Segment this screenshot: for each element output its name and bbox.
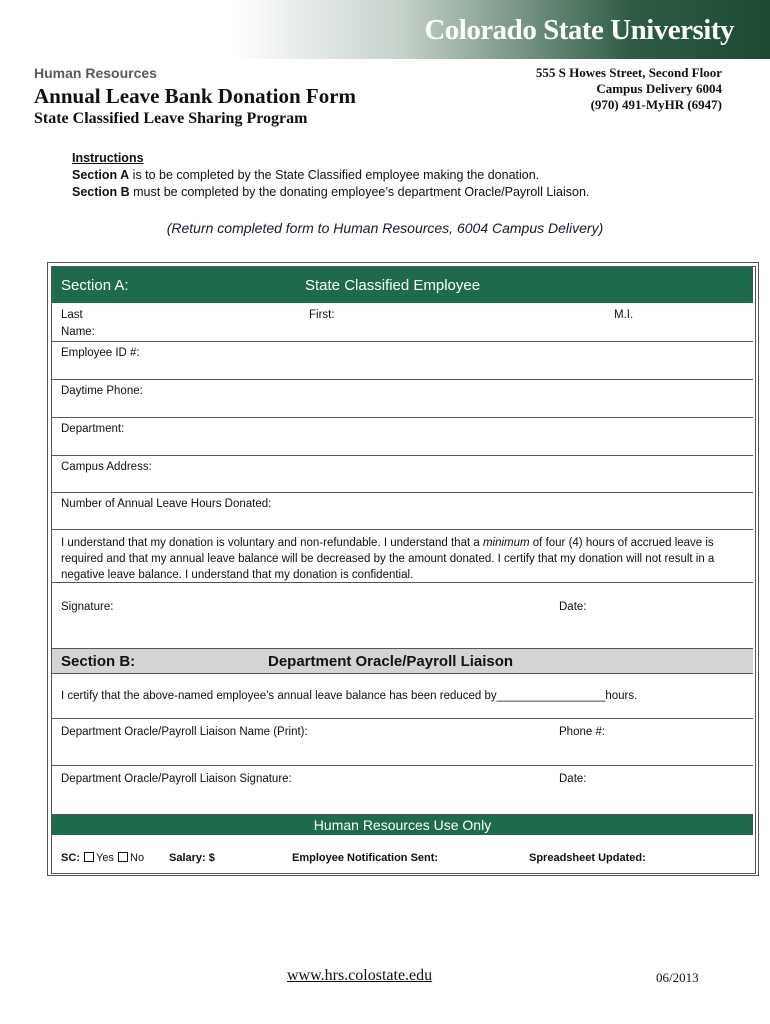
hours-donated-field[interactable] xyxy=(52,493,753,530)
sc-yes-checkbox[interactable] xyxy=(84,852,94,862)
instructions-section-b xyxy=(72,184,589,201)
certification-text xyxy=(61,535,741,583)
daytime-phone-label: Daytime Phone: xyxy=(61,385,143,397)
last-name-label-1: Last xyxy=(61,309,83,321)
employee-id-field[interactable] xyxy=(52,342,753,380)
liaison-signature-field[interactable] xyxy=(52,766,753,815)
sc-yes-label: Yes xyxy=(96,852,114,864)
hr-use-row xyxy=(52,836,753,871)
form-subtitle: State Classified Leave Sharing Program xyxy=(34,110,308,127)
hours-reduced-field[interactable] xyxy=(52,673,753,719)
footer-url-link[interactable]: www.hrs.colostate.edu xyxy=(287,967,433,984)
name-field-row[interactable] xyxy=(52,303,753,342)
hours-donated-label: Number of Annual Leave Hours Donated: xyxy=(61,498,272,510)
section-a-text: is to be completed by the State Classified employee making the donation. xyxy=(129,168,540,182)
section-a-title: State Classified Employee xyxy=(305,277,481,294)
sc-no-checkbox[interactable] xyxy=(118,852,128,862)
employee-id-label: Employee ID #: xyxy=(61,347,140,359)
hr-use-header: Human Resources Use Only xyxy=(52,815,753,835)
department-label: Human Resources xyxy=(34,65,157,81)
hours-reduced-label: I certify that the above-named employee's annual leave balance has been reduced by_________________hours. xyxy=(61,690,638,702)
certification-row xyxy=(52,530,753,583)
sc-label: SC: xyxy=(61,852,80,864)
section-a-ref: Section A xyxy=(72,168,130,182)
instructions xyxy=(72,150,589,201)
department-field[interactable] xyxy=(52,418,753,456)
address-block xyxy=(536,65,722,113)
header-banner xyxy=(0,0,770,59)
section-a-label: Section A: xyxy=(61,277,129,294)
liaison-phone-label: Phone #: xyxy=(559,726,606,738)
signature-label: Signature: xyxy=(61,601,114,613)
form-title: Annual Leave Bank Donation Form xyxy=(34,84,357,108)
liaison-name-field[interactable] xyxy=(52,719,753,766)
liaison-date-label: Date: xyxy=(559,773,587,785)
signature-date-label: Date: xyxy=(559,601,587,613)
signature-field-row[interactable] xyxy=(52,583,753,647)
return-note: (Return completed form to Human Resources, 6004 Campus Delivery) xyxy=(166,220,604,236)
sc-group xyxy=(61,852,144,864)
cert-minimum: minimum xyxy=(482,537,530,549)
section-a-header xyxy=(52,267,753,303)
campus-address-label: Campus Address: xyxy=(61,461,152,473)
section-b-title: Department Oracle/Payroll Liaison xyxy=(268,653,514,670)
liaison-signature-label: Department Oracle/Payroll Liaison Signature: xyxy=(61,773,292,785)
last-name-label-2: Name: xyxy=(61,326,95,338)
section-b-ref: Section B xyxy=(72,185,130,199)
daytime-phone-field[interactable] xyxy=(52,380,753,418)
cert-part-2: of four (4) hours of accrued leave is required and that my annual leave balance will be decreased by the amount donated. I certify that my donation will not result in a negative leave balance. I understand that my donation is confidential. xyxy=(61,537,715,581)
csu-logo: Colorado State University xyxy=(424,14,734,46)
address-street: 555 S Howes Street, Second Floor xyxy=(535,65,722,80)
cert-part-1: I understand that my donation is voluntary and non-refundable. I understand that a xyxy=(61,537,483,549)
address-phone: (970) 491-MyHR (6947) xyxy=(590,97,722,112)
instructions-heading: Instructions xyxy=(72,151,144,165)
salary-label: Salary: $ xyxy=(169,852,215,864)
instructions-section-a xyxy=(72,167,589,184)
department-label-field: Department: xyxy=(61,423,125,435)
section-b-text: must be completed by the donating employee’s department Oracle/Payroll Liaison. xyxy=(129,185,590,199)
liaison-name-label: Department Oracle/Payroll Liaison Name (Print): xyxy=(61,726,308,738)
address-delivery: Campus Delivery 6004 xyxy=(596,81,722,96)
first-name-label: First: xyxy=(309,309,335,321)
spreadsheet-label: Spreadsheet Updated: xyxy=(529,852,646,864)
mi-label: M.I. xyxy=(614,309,634,321)
notification-label: Employee Notification Sent: xyxy=(292,852,439,864)
section-b-label: Section B: xyxy=(61,653,136,670)
section-b-header xyxy=(52,648,753,674)
sc-no-label: No xyxy=(130,852,145,864)
footer-date: 06/2013 xyxy=(656,970,699,985)
campus-address-field[interactable] xyxy=(52,456,753,493)
